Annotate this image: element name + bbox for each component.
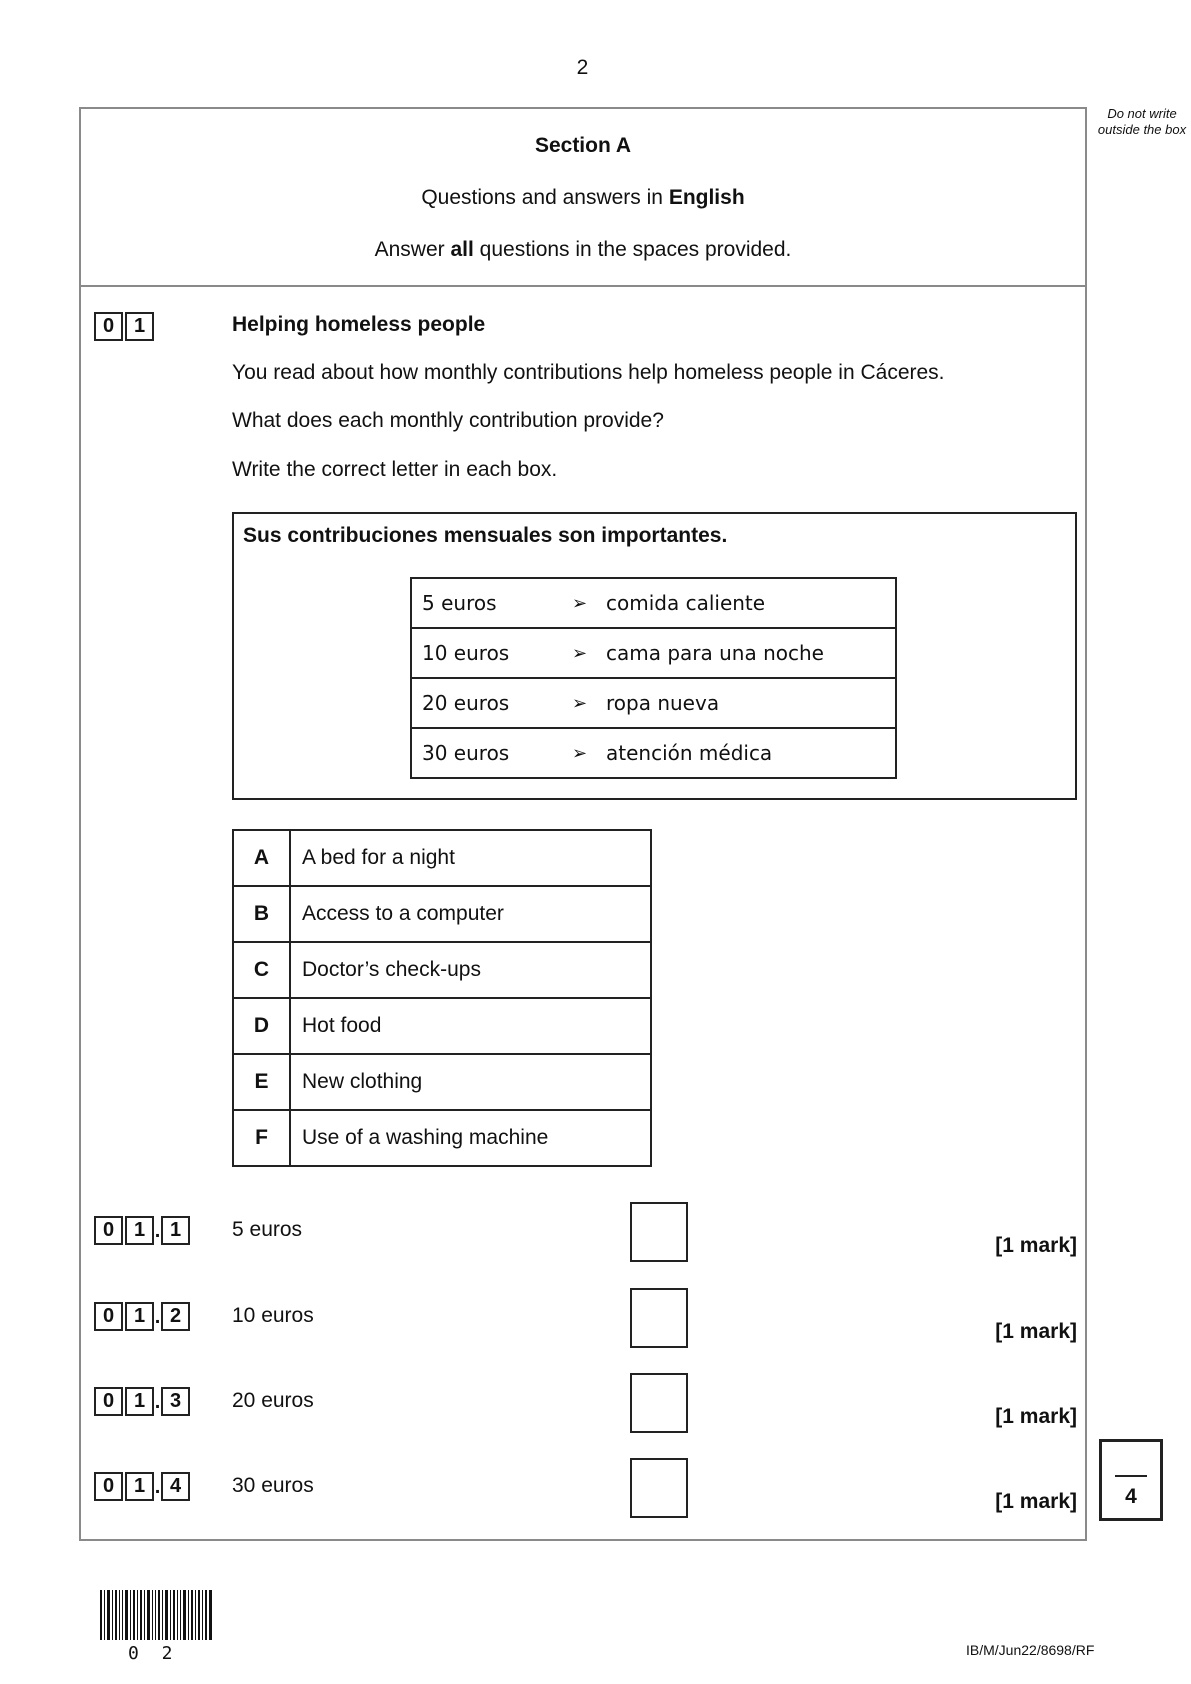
sub-question-digit: 4 [161, 1472, 190, 1501]
arrow-icon: ➢ [572, 728, 604, 778]
total-rule [1115, 1475, 1147, 1477]
arrow-icon: ➢ [572, 628, 604, 678]
option-letter: C [233, 942, 290, 998]
sub-question [94, 1216, 1084, 1276]
arrow-icon: ➢ [572, 578, 604, 628]
sub-question-label: 30 euros [232, 1474, 314, 1497]
mark-allocation: [1 mark] [995, 1490, 1077, 1513]
option-text: Doctor’s check-ups [290, 942, 651, 998]
option-text: Hot food [290, 998, 651, 1054]
mark-allocation: [1 mark] [995, 1320, 1077, 1343]
margin-note: Do not write outside the box [1097, 106, 1187, 137]
barcode-number: 0 2 [128, 1643, 179, 1664]
answer-box[interactable] [630, 1202, 688, 1262]
option-row [233, 942, 651, 998]
answer-box[interactable] [630, 1373, 688, 1433]
sub-question-label: 10 euros [232, 1304, 314, 1327]
sub-question-separator: . [154, 1219, 161, 1242]
contribution-row [411, 578, 896, 628]
paper-reference: IB/M/Jun22/8698/RF [966, 1642, 1095, 1658]
instructions-answer: Answer all questions in the spaces provided. [374, 238, 792, 261]
sub-question-digit: 3 [161, 1387, 190, 1416]
total-marks: 4 [1125, 1485, 1137, 1508]
sub-question-separator: . [154, 1475, 161, 1498]
section-title: Section A [534, 134, 632, 157]
option-letter: E [233, 1054, 290, 1110]
sub-question-number [94, 1302, 190, 1331]
page-number: 2 [576, 56, 589, 79]
contribution-item: atención médica [604, 728, 896, 778]
sub-question-separator: . [154, 1390, 161, 1413]
option-text: A bed for a night [290, 830, 651, 886]
contribution-amount: 30 euros [411, 728, 572, 778]
arrow-icon: ➢ [572, 678, 604, 728]
option-row [233, 998, 651, 1054]
contribution-row [411, 678, 896, 728]
option-letter: A [233, 830, 290, 886]
contribution-amount: 10 euros [411, 628, 572, 678]
contribution-row [411, 628, 896, 678]
sub-question-digit: 2 [161, 1302, 190, 1331]
sub-question-digit: 1 [125, 1216, 154, 1245]
question-paragraph: What does each monthly contribution provide? [232, 409, 664, 432]
sub-question-digit: 0 [94, 1302, 123, 1331]
instructions-language: Questions and answers in English [421, 186, 745, 209]
sub-question [94, 1302, 1084, 1362]
question-number [94, 312, 154, 341]
option-text: New clothing [290, 1054, 651, 1110]
answer-box[interactable] [630, 1458, 688, 1518]
sub-question-number [94, 1472, 190, 1501]
option-letter: D [233, 998, 290, 1054]
sub-question-digit: 0 [94, 1216, 123, 1245]
sub-question-number [94, 1387, 190, 1416]
sub-question [94, 1387, 1084, 1447]
options-table [232, 829, 652, 1167]
sub-question-digit: 0 [94, 1472, 123, 1501]
total-marks-box [1099, 1439, 1163, 1521]
option-text: Access to a computer [290, 886, 651, 942]
contribution-amount: 20 euros [411, 678, 572, 728]
mark-allocation: [1 mark] [995, 1234, 1077, 1257]
sub-question-digit: 1 [161, 1216, 190, 1245]
contribution-row [411, 728, 896, 778]
sub-question-separator: . [154, 1305, 161, 1328]
option-row [233, 1110, 651, 1166]
mark-allocation: [1 mark] [995, 1405, 1077, 1428]
option-row [233, 1054, 651, 1110]
option-row [233, 886, 651, 942]
question-number-digit: 0 [94, 312, 123, 341]
option-letter: B [233, 886, 290, 942]
text-box-heading: Sus contribuciones mensuales son importantes. [243, 524, 728, 547]
sub-question-label: 20 euros [232, 1389, 314, 1412]
sub-question-digit: 0 [94, 1387, 123, 1416]
contribution-item: comida caliente [604, 578, 896, 628]
barcode-icon [100, 1590, 212, 1640]
question-paragraph: Write the correct letter in each box. [232, 458, 558, 481]
sub-question-digit: 1 [125, 1472, 154, 1501]
sub-question-number [94, 1216, 190, 1245]
sub-question-digit: 1 [125, 1387, 154, 1416]
question-title: Helping homeless people [232, 313, 486, 336]
contribution-item: ropa nueva [604, 678, 896, 728]
option-letter: F [233, 1110, 290, 1166]
sub-question-digit: 1 [125, 1302, 154, 1331]
option-row [233, 830, 651, 886]
sub-question [94, 1472, 1084, 1532]
sub-question-label: 5 euros [232, 1218, 303, 1241]
question-paragraph: You read about how monthly contributions help homeless people in Cáceres. [232, 361, 945, 384]
question-number-digit: 1 [125, 312, 154, 341]
contribution-item: cama para una noche [604, 628, 896, 678]
contributions-table [410, 577, 897, 779]
option-text: Use of a washing machine [290, 1110, 651, 1166]
contribution-amount: 5 euros [411, 578, 572, 628]
header-divider [79, 285, 1087, 287]
answer-box[interactable] [630, 1288, 688, 1348]
